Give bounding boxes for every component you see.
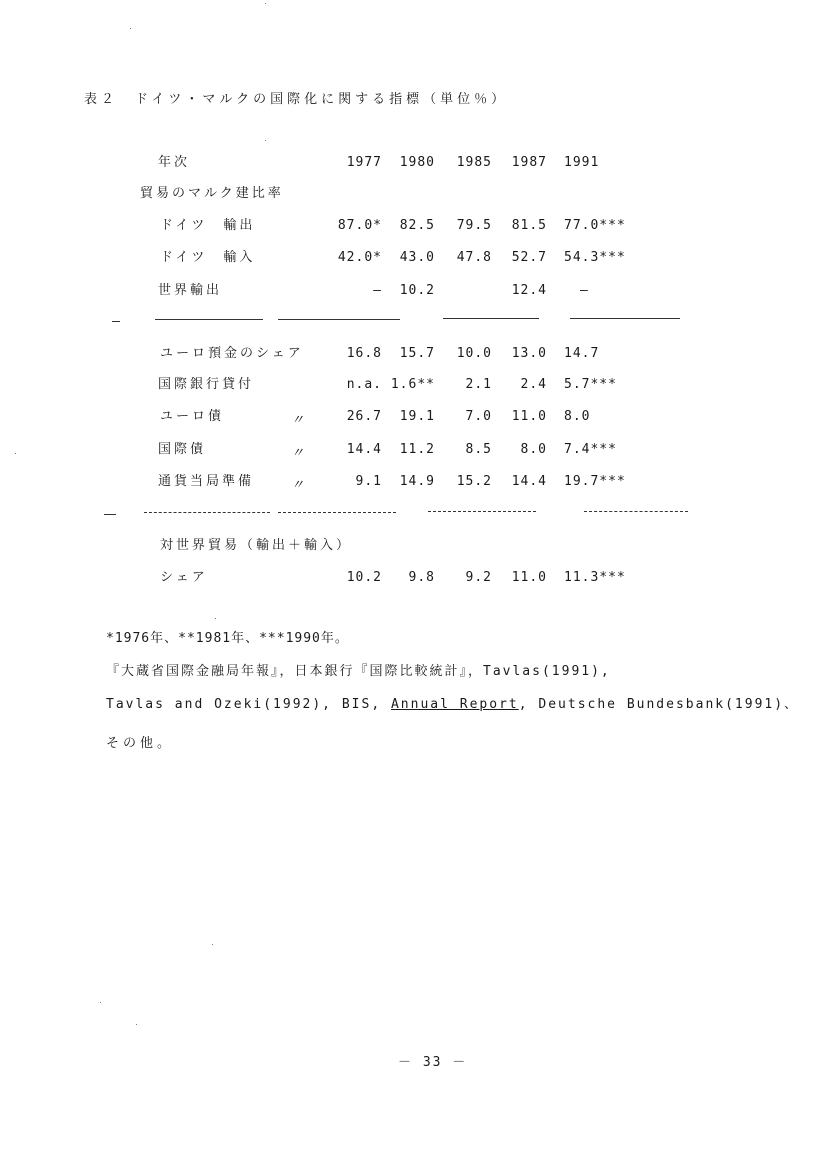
cell-value: 15.7 (399, 346, 435, 361)
cell-value: 47.8 (456, 250, 492, 265)
scan-speck (215, 618, 216, 619)
cell-value: n.a. (346, 377, 382, 392)
cell-value: 9.1 (355, 474, 382, 489)
cell-value: 52.7 (511, 250, 547, 265)
cell-value: 42.0* (337, 250, 382, 265)
year-1991: 1991 (564, 155, 600, 170)
cell-value: 79.5 (456, 218, 492, 233)
cell-value: 14.4 (346, 442, 382, 457)
cell-value: – (373, 283, 382, 298)
row-label: ユーロ預金のシェア (160, 346, 304, 361)
scan-speck (265, 140, 266, 141)
row-label: ドイツ 輸出 (160, 218, 256, 233)
sources-text: Tavlas and Ozeki(1992), BIS, (106, 697, 391, 712)
row-label: ドイツ 輸入 (160, 250, 256, 265)
cell-value: 81.5 (511, 218, 547, 233)
cell-value: 82.5 (399, 218, 435, 233)
cell-value: 10.2 (346, 570, 382, 585)
scan-speck (130, 28, 131, 29)
cell-value: 77.0*** (564, 218, 626, 233)
page-number: － 33 － (398, 1055, 468, 1070)
ditto-mark: 〃 (291, 478, 305, 493)
cell-value: 8.5 (465, 442, 492, 457)
cell-value: 1.6** (390, 377, 435, 392)
sources-text: , Deutsche Bundesbank(1991)、 (518, 697, 800, 712)
cell-value: 10.0 (456, 346, 492, 361)
row-label: シェア (160, 570, 208, 585)
cell-value: 16.8 (346, 346, 382, 361)
cell-value: 12.4 (511, 283, 547, 298)
cell-value: 7.4*** (564, 442, 617, 457)
sources-line-1: 『大蔵省国際金融局年報』，日本銀行『国際比較統計』，Tavlas(1991), (106, 664, 611, 679)
year-1980: 1980 (399, 155, 435, 170)
section-share-label: 対世界貿易（輸出＋輸入） (160, 538, 353, 553)
row-label: 国際債 (158, 442, 207, 457)
cell-value: 15.2 (456, 474, 492, 489)
sources-line-3: その他。 (106, 736, 175, 751)
year-1987: 1987 (511, 155, 547, 170)
cell-value: 2.4 (520, 377, 547, 392)
ditto-mark: 〃 (291, 413, 305, 428)
row-label: ユーロ債 (160, 409, 225, 424)
cell-value: 7.0 (465, 409, 492, 424)
cell-value: 19.7*** (564, 474, 626, 489)
cell-value: 14.7 (564, 346, 600, 361)
cell-value: 11.0 (511, 409, 547, 424)
cell-value: 19.1 (399, 409, 435, 424)
cell-value: 14.4 (511, 474, 547, 489)
row-label: 世界輸出 (158, 283, 223, 298)
cell-value: 14.9 (399, 474, 435, 489)
scan-speck (100, 1002, 101, 1003)
scan-speck (265, 3, 266, 4)
sources-line-2 (106, 697, 799, 713)
cell-value: 8.0 (564, 409, 591, 424)
cell-value: 8.0 (520, 442, 547, 457)
cell-value: 9.8 (408, 570, 435, 585)
scan-speck (15, 453, 16, 454)
cell-value: 11.0 (511, 570, 547, 585)
cell-value: – (580, 283, 589, 298)
row-label: 通貨当局準備 (158, 474, 255, 489)
footnote: *1976年、**1981年、***1990年。 (106, 631, 349, 646)
cell-value: 26.7 (346, 409, 382, 424)
cell-value: 5.7*** (564, 377, 617, 392)
cell-value: 2.1 (465, 377, 492, 392)
section-trade-label: 貿易のマルク建比率 (140, 186, 284, 201)
cell-value: 10.2 (399, 283, 435, 298)
cell-value: 9.2 (465, 570, 492, 585)
table-caption: 表２ ドイツ・マルクの国際化に関する指標（単位％） (84, 92, 509, 107)
cell-value: 54.3*** (564, 250, 626, 265)
ditto-mark: 〃 (291, 446, 305, 461)
cell-value: 13.0 (511, 346, 547, 361)
scan-speck (136, 1024, 137, 1025)
year-1977: 1977 (346, 155, 382, 170)
cell-value: 11.3*** (564, 570, 626, 585)
cell-value: 11.2 (399, 442, 435, 457)
cell-value: 87.0* (337, 218, 382, 233)
year-header-label: 年次 (158, 155, 191, 170)
row-label: 国際銀行貸付 (158, 377, 255, 392)
year-1985: 1985 (456, 155, 492, 170)
scan-speck (212, 944, 213, 945)
cell-value: 43.0 (399, 250, 435, 265)
annual-report-link: Annual Report (390, 697, 519, 712)
